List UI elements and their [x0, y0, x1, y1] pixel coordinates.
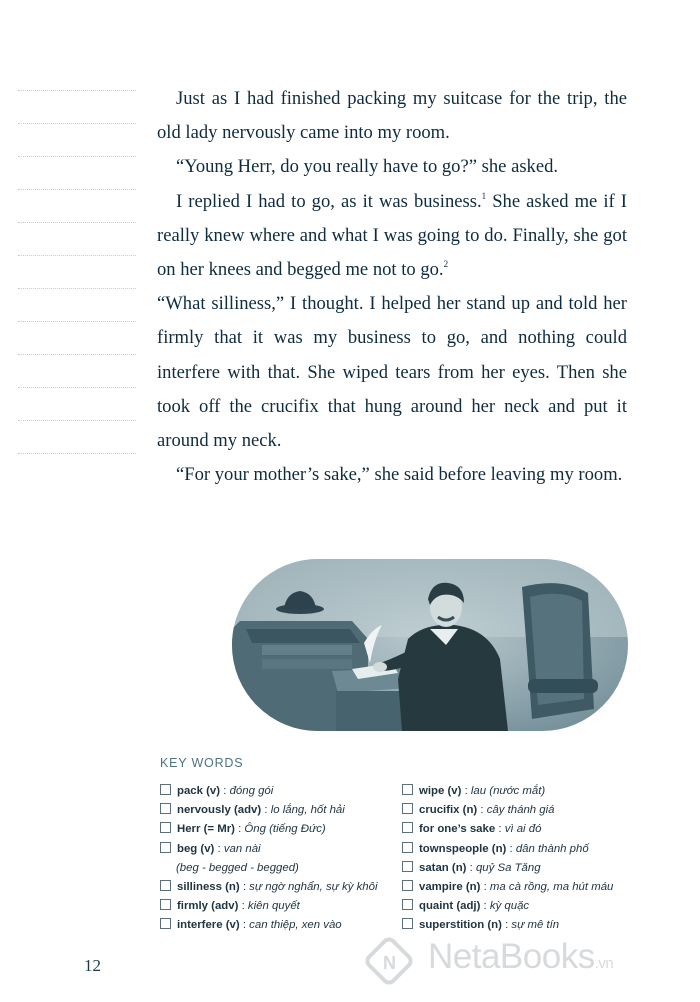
checkbox-icon[interactable] [402, 861, 413, 872]
key-word-term: crucifix (n) [419, 804, 478, 817]
key-word-forms: (beg - begged - begged) [176, 861, 299, 874]
key-word-meaning: dân thành phố [515, 842, 589, 855]
key-word-item: townspeople (n) : dân thành phố [402, 840, 642, 859]
key-words-title: KEY WORDS [160, 756, 244, 770]
illustration-man-writing [232, 559, 628, 731]
key-word-item: for one’s sake : vì ai đó [402, 820, 642, 839]
key-word-item: pack (v) : đóng gói [160, 782, 390, 801]
key-word-item: nervously (adv) : lo lắng, hốt hải [160, 801, 390, 820]
checkbox-icon[interactable] [402, 784, 413, 795]
key-word-term: silliness (n) [177, 880, 240, 893]
key-word-term: quaint (adj) [419, 900, 481, 913]
key-word-meaning: Ông (tiếng Đức) [244, 823, 326, 836]
checkbox-icon[interactable] [160, 784, 171, 795]
key-word-term: interfere (v) [177, 919, 240, 932]
paragraph-3 [157, 185, 627, 288]
key-word-meaning: sự ngờ nghẩn, sự kỳ khôi [249, 880, 378, 893]
key-word-meaning: can thiệp, xen vào [249, 919, 342, 932]
key-word-term: for one’s sake [419, 823, 496, 836]
key-word-term: superstition (n) [419, 919, 502, 932]
checkbox-icon[interactable] [160, 899, 171, 910]
checkbox-icon[interactable] [402, 803, 413, 814]
key-word-term: beg (v) [177, 842, 215, 855]
checkbox-icon[interactable] [160, 803, 171, 814]
footnote-2-marker: 2 [443, 259, 449, 270]
key-word-item: beg (v) : van nài [160, 840, 390, 859]
key-word-meaning: van nài [223, 842, 261, 855]
key-word-meaning: kiên quyết [247, 900, 300, 913]
page-number: 12 [84, 956, 101, 975]
key-word-item: crucifix (n) : cây thánh giá [402, 801, 642, 820]
key-word-term: wipe (v) [419, 785, 462, 797]
key-word-item: wipe (v) : lau (nước mắt) [402, 782, 642, 801]
checkbox-icon[interactable] [402, 880, 413, 891]
svg-text:N: N [383, 953, 396, 973]
key-word-meaning: sự mê tín [511, 919, 560, 932]
illustration-drawing [232, 559, 628, 731]
checkbox-icon[interactable] [402, 822, 413, 833]
key-word-term: pack (v) [177, 785, 221, 797]
paragraph-1: Just as I had finished packing my suitcase for the trip, the old lady nervously came into my room. [157, 88, 627, 144]
key-word-meaning: kỳ quặc [489, 900, 530, 913]
key-word-item: silliness (n) : sự ngờ nghẩn, sự kỳ khôi [160, 878, 390, 897]
key-word-item: firmly (adv) : kiên quyết [160, 897, 390, 916]
checkbox-icon[interactable] [402, 842, 413, 853]
key-word-subline [160, 859, 390, 878]
paragraph-4: “What silliness,” I thought. I helped her stand up and told her firmly that it was my business to go, and nothing could interfere with that. She wiped tears from her eyes. Then she took off the crucifix that hung around her neck and put it around my neck. [157, 293, 627, 452]
key-word-item: vampire (n) : ma cà rồng, ma hút máu [402, 878, 642, 897]
checkbox-icon[interactable] [160, 842, 171, 853]
checkbox-icon[interactable] [402, 918, 413, 929]
key-word-meaning: đóng gói [229, 785, 274, 797]
checkbox-icon[interactable] [160, 880, 171, 891]
margin-note-lines [18, 90, 136, 486]
paragraph-3-part-1: I replied I had to go, as it was business. [176, 190, 482, 212]
key-word-item: satan (n) : quỷ Sa Tăng [402, 859, 642, 878]
key-word-meaning: lau (nước mắt) [470, 785, 546, 797]
key-word-term: vampire (n) [419, 880, 481, 893]
key-word-term: firmly (adv) [177, 900, 239, 913]
paragraph-2: “Young Herr, do you really have to go?” she asked. [176, 156, 559, 178]
key-word-item: superstition (n) : sự mê tín [402, 916, 642, 935]
watermark-brand: NetaBooks [428, 937, 595, 976]
key-word-term: Herr (= Mr) [177, 823, 235, 836]
checkbox-icon[interactable] [160, 822, 171, 833]
key-words-right-column [402, 782, 642, 936]
story-text [157, 82, 627, 492]
key-word-meaning: lo lắng, hốt hải [270, 804, 345, 817]
key-word-item: interfere (v) : can thiệp, xen vào [160, 916, 390, 935]
key-word-meaning: cây thánh giá [486, 804, 555, 817]
key-word-term: nervously (adv) [177, 804, 262, 817]
watermark-tld: .vn [594, 955, 614, 972]
key-word-item: quaint (adj) : kỳ quặc [402, 897, 642, 916]
checkbox-icon[interactable] [402, 899, 413, 910]
key-word-meaning: ma cà rồng, ma hút máu [489, 880, 614, 893]
key-word-term: satan (n) [419, 861, 467, 874]
key-word-item: Herr (= Mr) : Ông (tiếng Đức) [160, 820, 390, 839]
footnote-1-marker: 1 [481, 190, 487, 201]
watermark-text [428, 937, 613, 977]
key-word-meaning: vì ai đó [504, 823, 542, 836]
key-words-left-column [160, 782, 390, 936]
paragraph-3-part-2: She asked me if I really knew where and what I was going to do. Finally, she got on her knees and begged me not to go. [157, 190, 627, 281]
key-word-term: townspeople (n) [419, 842, 507, 855]
checkbox-icon[interactable] [160, 918, 171, 929]
paragraph-5: “For your mother’s sake,” she said before leaving my room. [176, 464, 623, 486]
key-word-meaning: quỷ Sa Tăng [475, 861, 541, 874]
